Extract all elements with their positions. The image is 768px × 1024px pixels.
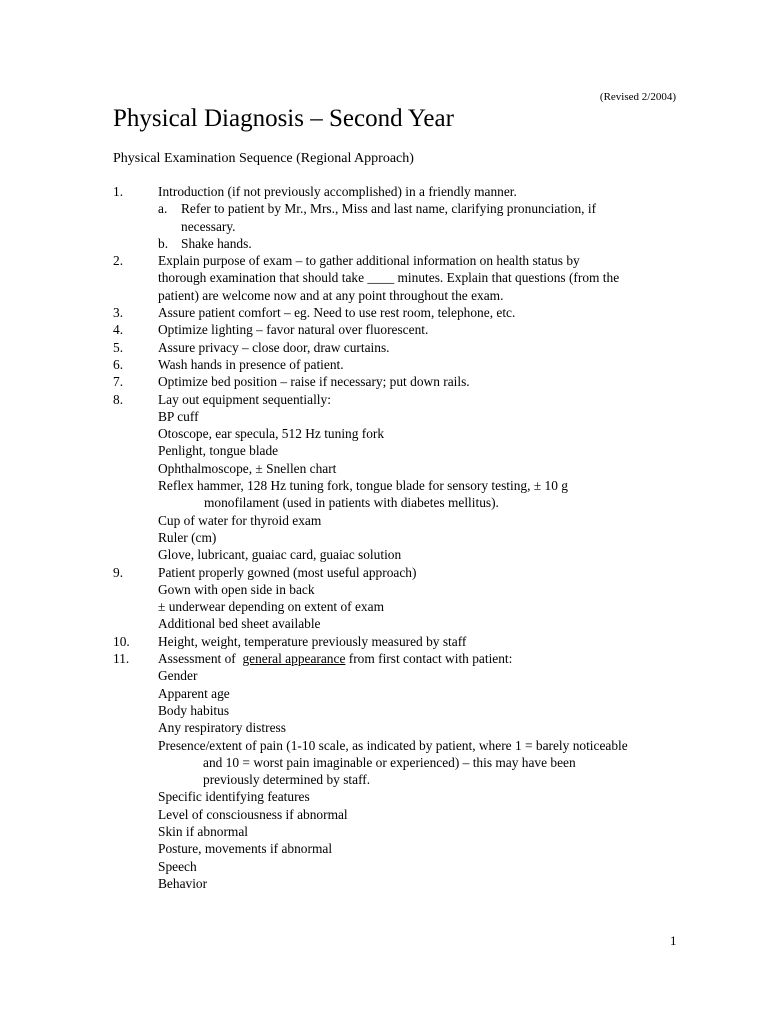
appearance-text: Gender — [158, 668, 198, 684]
appearance-item — [113, 702, 683, 719]
item-number: 9. — [113, 564, 124, 580]
item-text: Optimize lighting – favor natural over fluorescent. — [158, 322, 429, 338]
list-item-3 — [113, 304, 683, 321]
appearance-item — [113, 685, 683, 702]
item-text: Lay out equipment sequentially: — [158, 391, 331, 407]
item-text: Height, weight, temperature previously measured by staff — [158, 633, 467, 649]
equipment-item — [113, 512, 683, 529]
appearance-text: Skin if abnormal — [158, 823, 249, 839]
list-item-11 — [113, 650, 683, 667]
gown-text: ± underwear depending on extent of exam — [158, 599, 384, 615]
equipment-item — [113, 408, 683, 425]
equipment-item — [113, 477, 683, 494]
equipment-text: BP cuff — [158, 408, 199, 424]
appearance-text: Specific identifying features — [158, 789, 310, 805]
item-number: 7. — [113, 374, 124, 390]
item-text: Assure privacy – close door, draw curtains. — [158, 339, 390, 355]
exam-sequence-list — [113, 183, 683, 892]
appearance-text: Presence/extent of pain (1-10 scale, as indicated by patient, where 1 = barely noticeable — [158, 737, 628, 753]
equipment-text: Penlight, tongue blade — [158, 443, 279, 459]
gown-text: Additional bed sheet available — [158, 616, 321, 632]
appearance-item-cont — [113, 771, 683, 788]
appearance-text: previously determined by staff. — [203, 772, 371, 788]
list-item-2-cont — [113, 287, 683, 304]
item-text: Assure patient comfort – eg. Need to use rest room, telephone, etc. — [158, 305, 516, 321]
equipment-text: Otoscope, ear specula, 512 Hz tuning fork — [158, 426, 385, 442]
item-number: 3. — [113, 305, 124, 321]
appearance-text: Apparent age — [158, 685, 230, 701]
page-subtitle: Physical Examination Sequence (Regional Approach) — [113, 151, 414, 166]
equipment-text: monofilament (used in patients with diabetes mellitus). — [204, 495, 499, 511]
item-text: Optimize bed position – raise if necessary; put down rails. — [158, 374, 470, 390]
appearance-item — [113, 858, 683, 875]
appearance-text: Behavior — [158, 875, 208, 891]
item-number: 6. — [113, 356, 124, 372]
item-number: 4. — [113, 322, 124, 338]
page-title: Physical Diagnosis – Second Year — [113, 105, 454, 132]
list-item-9 — [113, 564, 683, 581]
item-text — [158, 650, 512, 667]
list-item-1a — [113, 200, 683, 217]
equipment-item — [113, 529, 683, 546]
revision-note: (Revised 2/2004) — [599, 91, 676, 103]
item-number: 10. — [113, 633, 130, 649]
item-number: 5. — [113, 339, 124, 355]
equipment-item — [113, 442, 683, 459]
gown-item — [113, 581, 683, 598]
list-item-4 — [113, 321, 683, 338]
item-text: Introduction (if not previously accomplished) in a friendly manner. — [158, 184, 517, 199]
item-number: 2. — [113, 253, 124, 269]
sub-item-marker: b. — [158, 235, 169, 251]
list-item-7 — [113, 373, 683, 390]
appearance-item — [113, 737, 683, 754]
list-item-2 — [113, 252, 683, 269]
appearance-item — [113, 719, 683, 736]
appearance-item — [113, 823, 683, 840]
item-text: patient) are welcome now and at any point throughout the exam. — [158, 287, 504, 303]
appearance-item — [113, 667, 683, 684]
list-item-1a-cont — [113, 218, 683, 235]
item-text: Explain purpose of exam – to gather additional information on health status by — [158, 253, 580, 269]
equipment-item — [113, 460, 683, 477]
list-item-6 — [113, 356, 683, 373]
appearance-item — [113, 875, 683, 892]
item-number: 1. — [113, 184, 124, 199]
appearance-text: Speech — [158, 858, 197, 874]
list-item-2-cont — [113, 269, 683, 286]
item-text: Wash hands in presence of patient. — [158, 356, 344, 372]
list-item-1b — [113, 235, 683, 252]
item-number: 11. — [113, 651, 130, 667]
list-item-10 — [113, 633, 683, 650]
appearance-text: Level of consciousness if abnormal — [158, 806, 348, 822]
sub-item-text: Refer to patient by Mr., Mrs., Miss and last name, clarifying pronunciation, if — [181, 201, 597, 217]
sub-item-text: Shake hands. — [181, 235, 252, 251]
item-text: Patient properly gowned (most useful approach) — [158, 564, 417, 580]
appearance-item — [113, 788, 683, 805]
appearance-text: Any respiratory distress — [158, 720, 286, 736]
gown-item — [113, 598, 683, 615]
appearance-item — [113, 840, 683, 857]
appearance-item-cont — [113, 754, 683, 771]
page-number: 1 — [670, 933, 677, 948]
general-appearance-term: general appearance — [242, 651, 346, 667]
appearance-text: Body habitus — [158, 702, 230, 718]
equipment-text: Ruler (cm) — [158, 529, 217, 545]
list-item-1 — [113, 183, 683, 200]
appearance-text: Posture, movements if abnormal — [158, 841, 333, 857]
item-text-pre: Assessment of — [158, 651, 243, 667]
equipment-text: Reflex hammer, 128 Hz tuning fork, tongue blade for sensory testing, ± 10 g — [158, 478, 568, 494]
list-item-5 — [113, 339, 683, 356]
gown-text: Gown with open side in back — [158, 581, 315, 597]
equipment-text: Glove, lubricant, guaiac card, guaiac solution — [158, 547, 402, 563]
equipment-item — [113, 425, 683, 442]
item-text: thorough examination that should take ____ minutes. Explain that questions (from the — [158, 270, 620, 286]
item-number: 8. — [113, 391, 124, 407]
sub-item-text: necessary. — [181, 218, 236, 234]
equipment-item — [113, 546, 683, 563]
equipment-item-cont — [113, 494, 683, 511]
gown-item — [113, 615, 683, 632]
appearance-text: and 10 = worst pain imaginable or experienced) – this may have been — [203, 754, 576, 770]
list-item-8 — [113, 391, 683, 408]
equipment-text: Cup of water for thyroid exam — [158, 512, 322, 528]
appearance-item — [113, 806, 683, 823]
equipment-text: Ophthalmoscope, ± Snellen chart — [158, 460, 337, 476]
sub-item-marker: a. — [158, 201, 168, 217]
item-text-post: from first contact with patient: — [345, 651, 513, 667]
